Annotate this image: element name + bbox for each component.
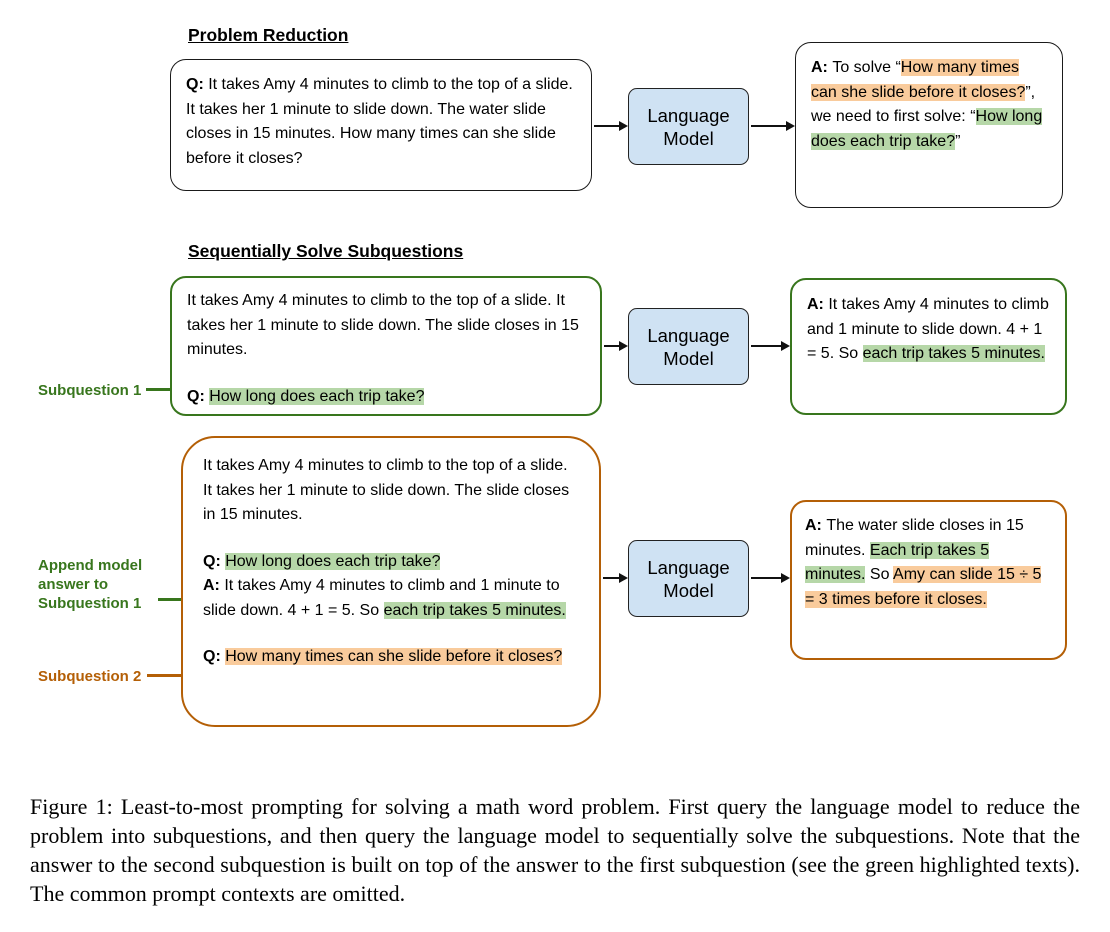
arrow-right-icon	[751, 577, 782, 579]
subquestion2-connector	[147, 674, 181, 677]
arrow-right-icon	[603, 577, 620, 579]
language-model-box: Language Model	[628, 308, 749, 385]
problem-reduction-title: Problem Reduction	[188, 25, 349, 45]
language-model-box: Language Model	[628, 540, 749, 617]
subquestion1-label: Subquestion 1	[38, 382, 142, 399]
arrow-right-icon	[751, 125, 787, 127]
problem-answer-box: A: To solve “How many times can she slide before it closes?”, we need to first solve: “How long does each trip take?”	[795, 42, 1063, 208]
figure-caption: Figure 1: Least-to-most prompting for solving a math word problem. First query the language model to reduce the problem into subquestions, and then query the language model to sequentially solve the subquestions. Note that the answer to the second subquestion is built on top of the answer to the first subquestion (see the green highlighted texts). The common prompt contexts are omitted.	[30, 794, 1080, 906]
arrow-right-icon	[604, 345, 620, 347]
sequential-title: Sequentially Solve Subquestions	[188, 241, 464, 261]
subquestion1-question-box: It takes Amy 4 minutes to climb to the top of a slide. It takes her 1 minute to slide down. The slide closes in 15 minutes. Q: How long does each trip take?	[170, 276, 602, 416]
language-model-box: Language Model	[628, 88, 749, 165]
problem-question-box: Q: It takes Amy 4 minutes to climb to the top of a slide. It takes her 1 minute to slide down. The water slide closes in 15 minutes. How many times can she slide before it closes?	[170, 59, 592, 191]
append-answer-connector	[158, 598, 181, 601]
subquestion1-answer-box: A: It takes Amy 4 minutes to climb and 1 minute to slide down. 4 + 1 = 5. So each trip takes 5 minutes.	[790, 278, 1067, 415]
subquestion1-connector	[146, 388, 170, 391]
subquestion2-question-box: It takes Amy 4 minutes to climb to the top of a slide. It takes her 1 minute to slide down. The slide closes in 15 minutes. Q: How long does each trip take? A: It takes Amy 4 minutes to climb and 1 minute to slide down. 4 + 1 = 5. So each trip takes 5 minutes. Q: How many times can she slide before it closes?	[181, 436, 601, 727]
arrow-right-icon	[594, 125, 620, 127]
subquestion2-label: Subquestion 2	[38, 668, 142, 685]
append-answer-label: Append model answer to Subquestion 1	[38, 557, 143, 612]
arrow-right-icon	[751, 345, 782, 347]
subquestion2-answer-box: A: The water slide closes in 15 minutes. Each trip takes 5 minutes. So Amy can slide 15 ÷ 5 = 3 times before it closes.	[790, 500, 1067, 660]
